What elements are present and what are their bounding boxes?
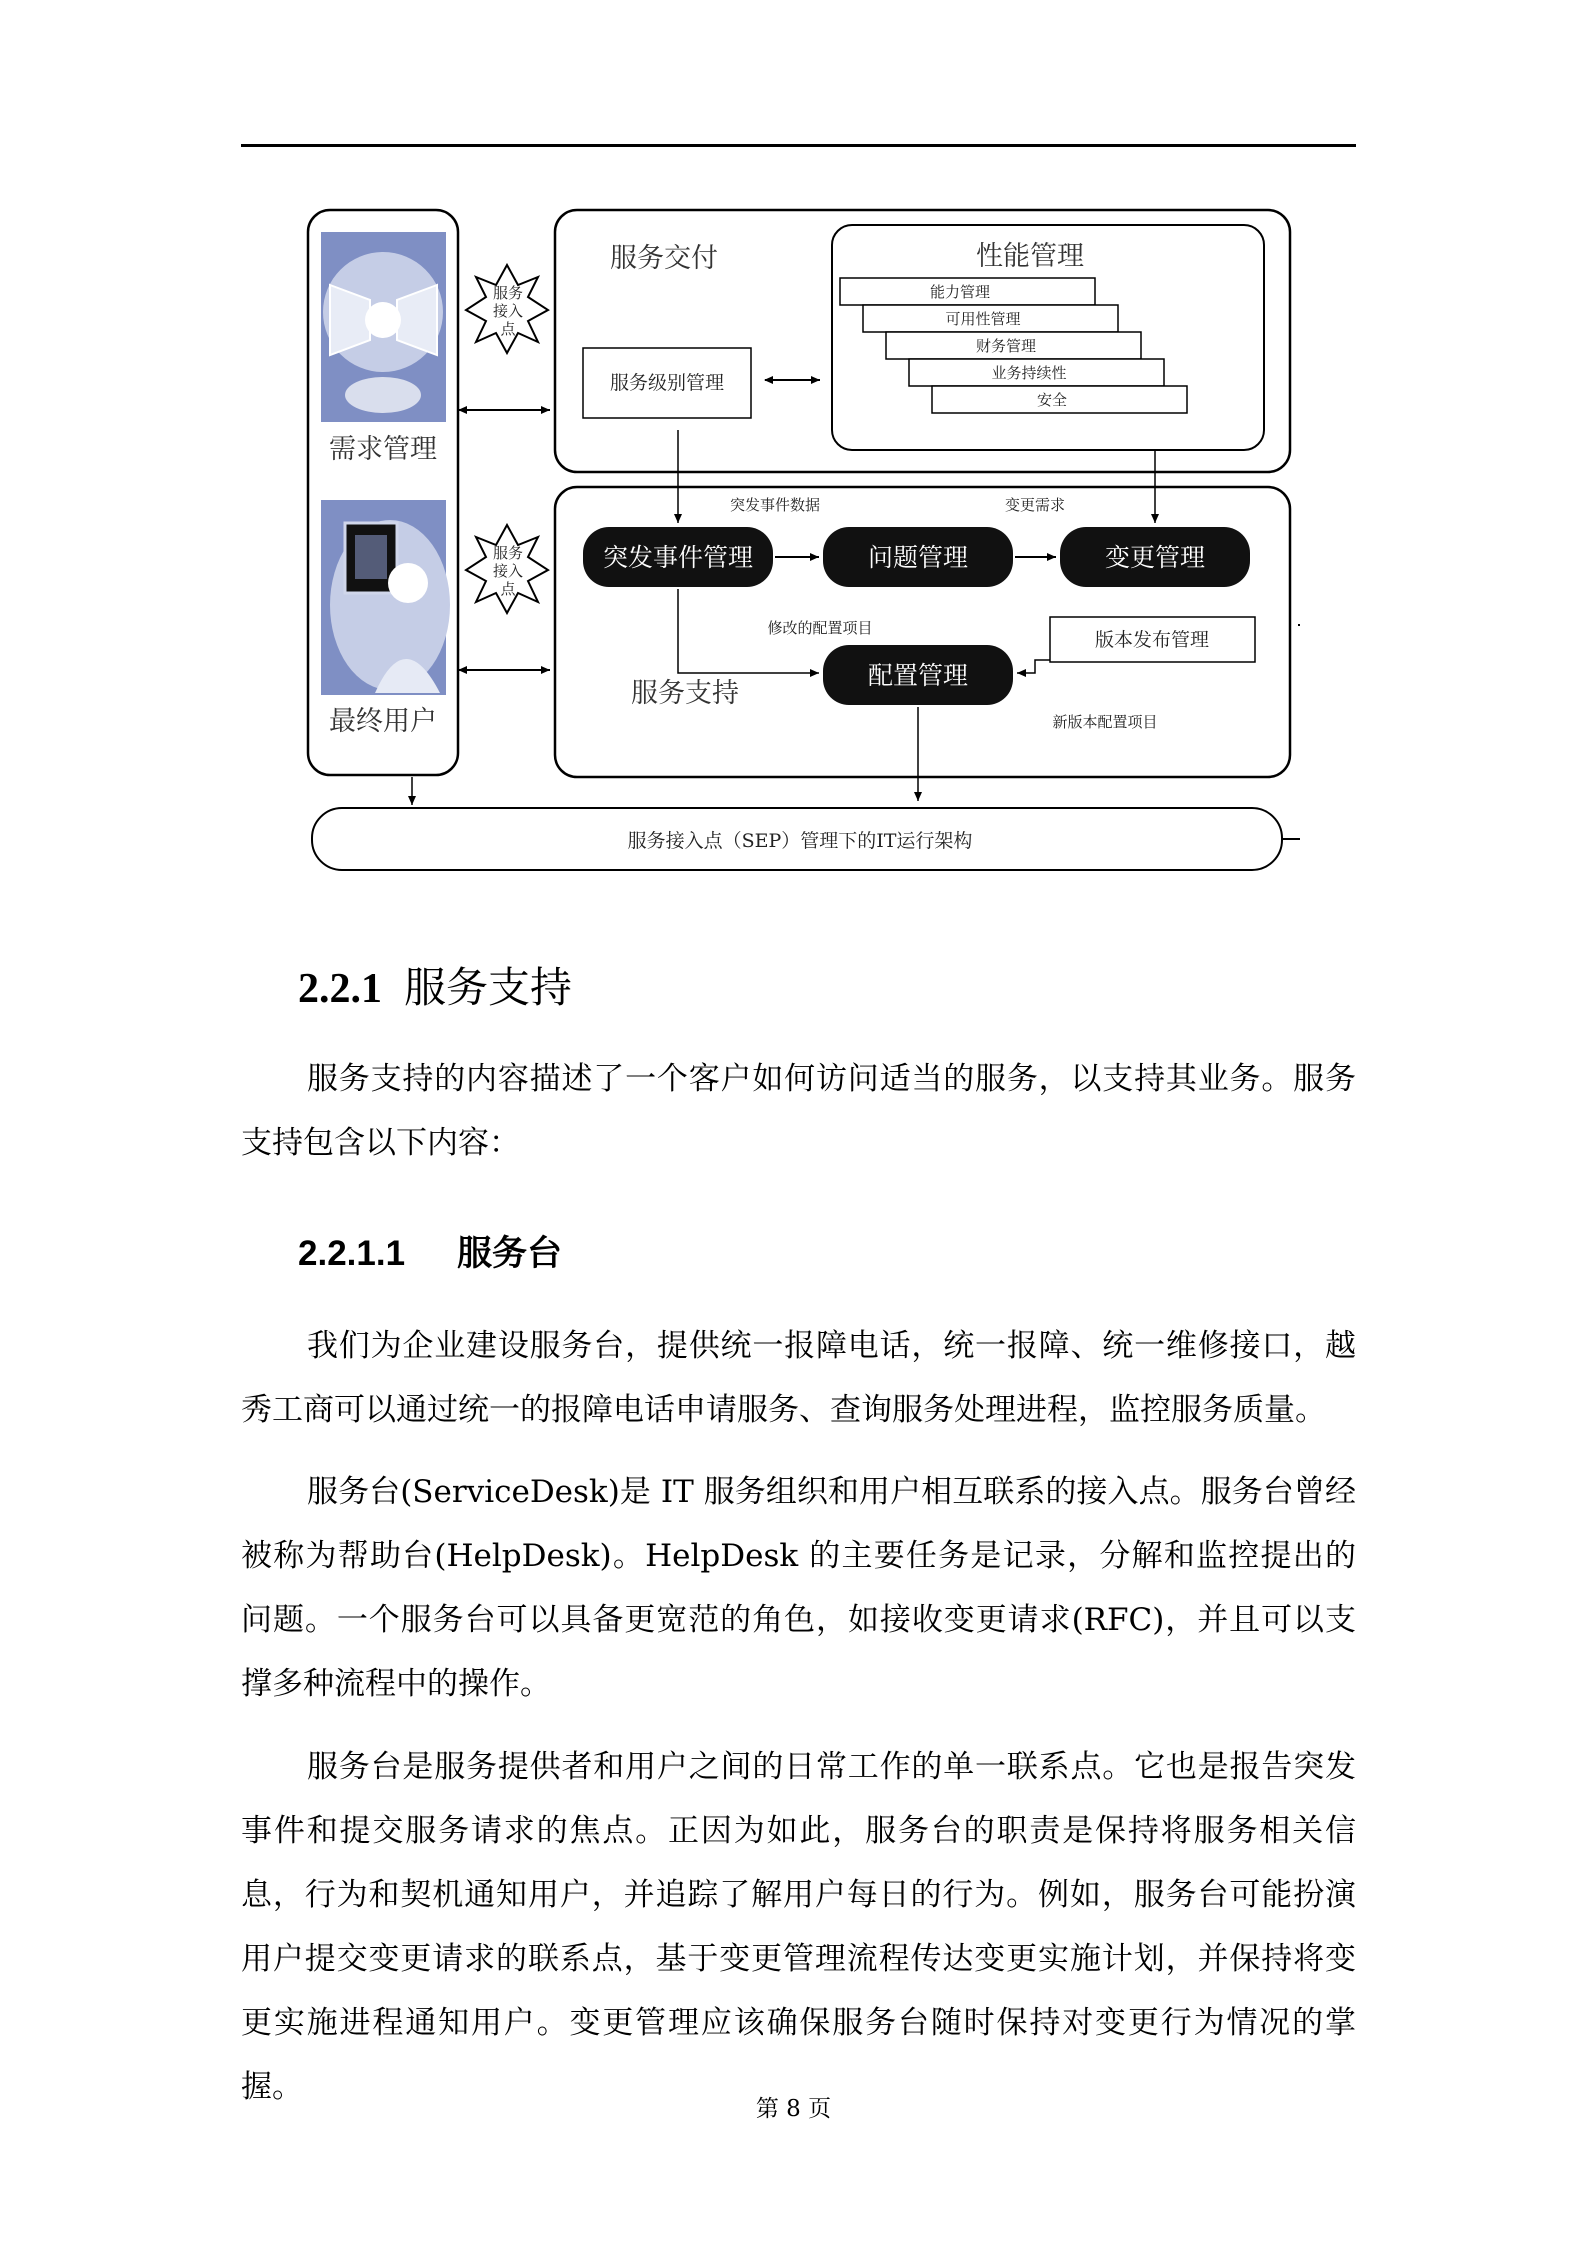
svg-text:变更需求: 变更需求 [1004, 496, 1066, 514]
service-delivery-label: 服务交付 [610, 243, 718, 274]
intro-paragraph: 服务支持的内容描述了一个客户如何访问适当的服务，以支持其业务。服务支持包含以下内容： [241, 1061, 1356, 1161]
svg-text:版本发布管理: 版本发布管理 [1094, 629, 1210, 651]
page-number: 第 8 页 [755, 2096, 832, 2122]
svg-text:修改的配置项目: 修改的配置项目 [767, 619, 873, 637]
end-user-icon [321, 500, 450, 695]
header-rule [241, 144, 1356, 147]
service-support-label: 服务支持 [631, 678, 739, 709]
svg-text:可用性管理: 可用性管理 [945, 310, 1021, 328]
svg-text:服务级别管理: 服务级别管理 [609, 372, 725, 394]
svg-text:点: 点 [500, 580, 516, 598]
performance-management-label: 性能管理 [976, 241, 1084, 272]
svg-text:新版本配置项目: 新版本配置项目 [1052, 713, 1158, 731]
svg-text:突发事件管理: 突发事件管理 [602, 543, 754, 572]
svg-text:服务接入点（SEP）管理下的IT运行架构: 服务接入点（SEP）管理下的IT运行架构 [627, 830, 973, 852]
svg-text:突发事件数据: 突发事件数据 [729, 496, 821, 514]
body-paragraph-1: 我们为企业建设服务台，提供统一报障电话，统一报障、统一维修接口，越秀工商可以通过统一的报障电话申请服务、查询服务处理进程，监控服务质量。 [241, 1328, 1356, 1428]
svg-text:变更管理: 变更管理 [1104, 543, 1206, 572]
svg-text:财务管理: 财务管理 [975, 337, 1037, 355]
end-user-label: 最终用户 [329, 706, 437, 737]
access-point-star-1 [466, 265, 548, 353]
section-heading: 2.2.1 服务支持 [298, 963, 573, 1012]
body-paragraph-2: 服务台(ServiceDesk)是 IT 服务组织和用户相互联系的接入点。服务台曾经被称为帮助台(HelpDesk)。HelpDesk 的主要任务是记录，分解和监控提出的问题。一个服务台可以具备更宽范的角色，如接收变更请求(RFC)，并且可以支撑多种流程中的操作。 [241, 1474, 1356, 1702]
subsection-heading: 2.2.1.1 服务台 [298, 1233, 563, 1274]
svg-text:问题管理: 问题管理 [867, 543, 969, 572]
svg-text:业务持续性: 业务持续性 [991, 364, 1067, 382]
access-point-star-2 [466, 525, 548, 613]
body-paragraph-3: 服务台是服务提供者和用户之间的日常工作的单一联系点。它也是报告突发事件和提交服务请求的焦点。正因为如此，服务台的职责是保持将服务相关信息，行为和契机通知用户，并追踪了解用户每日的行为。例如，服务台可能扮演用户提交变更请求的联系点，基于变更管理流程传达变更实施计划，并保持将变更实施进程通知用户。变更管理应该确保服务台随时保持对变更行为情况的掌握。 [241, 1749, 1356, 2105]
svg-text:接入: 接入 [492, 302, 524, 320]
svg-text:安全: 安全 [1036, 391, 1068, 409]
demand-management-icon [321, 232, 446, 422]
svg-text:点: 点 [500, 320, 516, 338]
svg-text:配置管理: 配置管理 [867, 661, 969, 690]
svg-text:接入: 接入 [492, 562, 524, 580]
itil-process-diagram [300, 205, 1300, 885]
svg-text:服务: 服务 [492, 544, 524, 562]
demand-management-label: 需求管理 [329, 434, 437, 465]
svg-text:能力管理: 能力管理 [929, 283, 991, 301]
svg-text:服务: 服务 [492, 284, 524, 302]
